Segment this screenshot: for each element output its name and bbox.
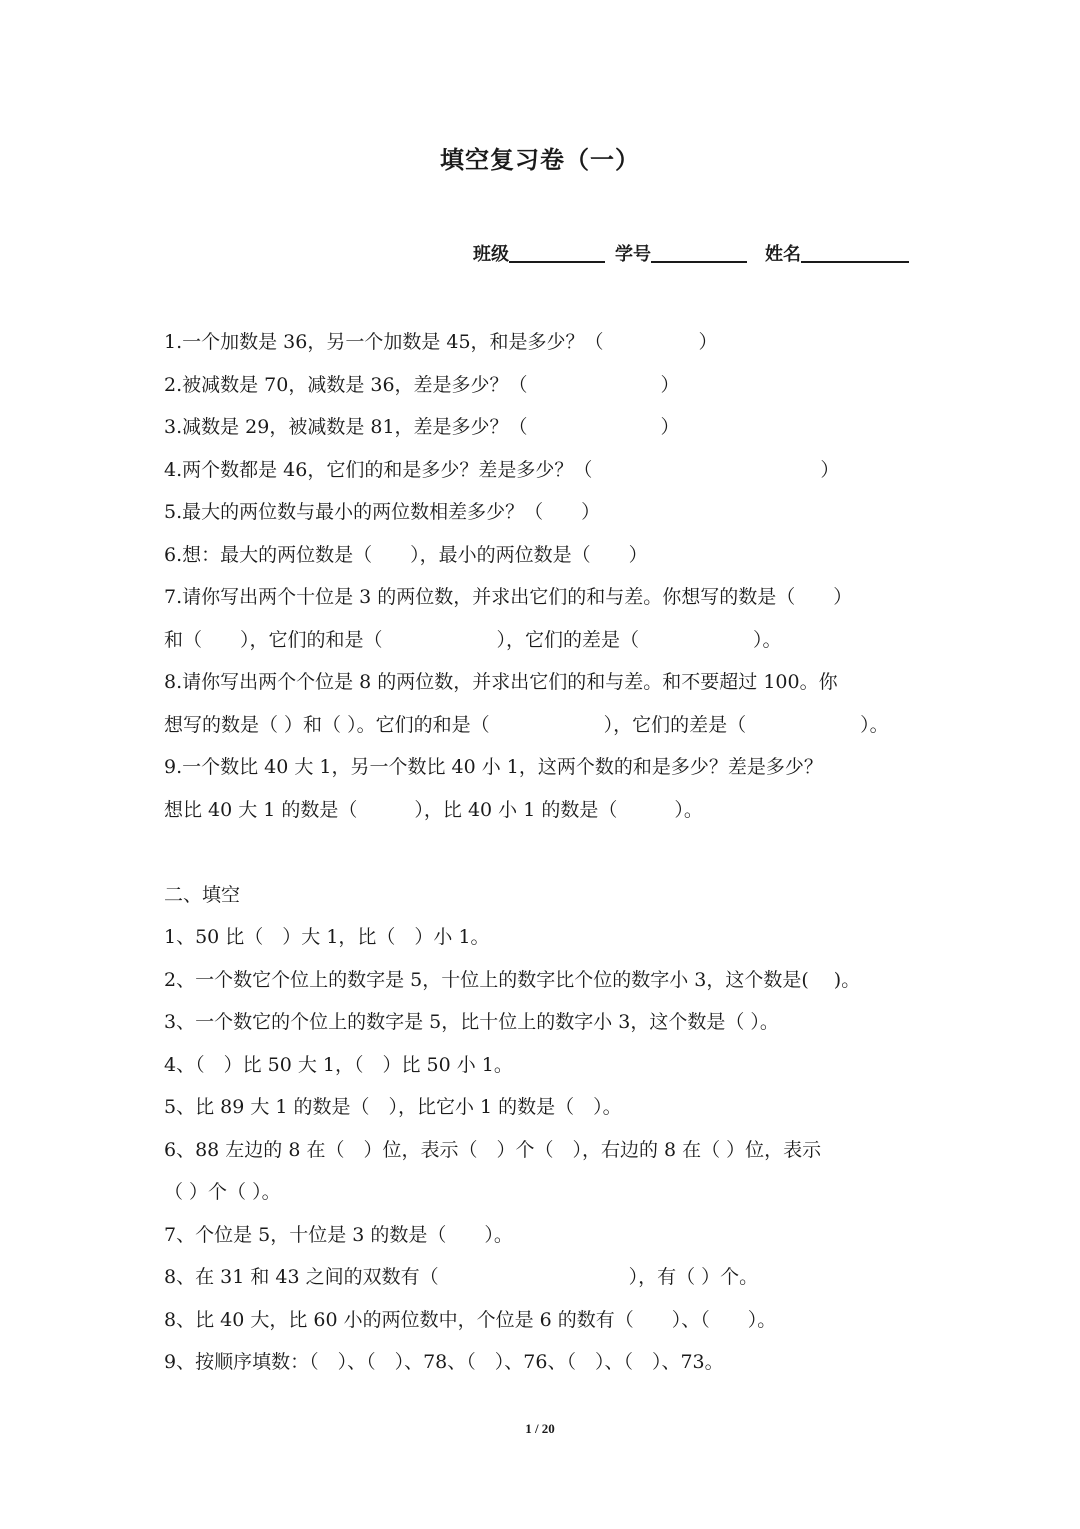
class-blank[interactable] [509,261,605,263]
question-line: 3.减数是 29，被减数是 81，差是多少？（ ） [164,416,680,438]
question-line: 5、比 89 大 1 的数是（ ），比它小 1 的数是（ ）。 [164,1096,622,1118]
name-field [765,240,909,266]
question-line: 2.被减数是 70，减数是 36，差是多少？（ ） [164,373,680,396]
question-line: 4.两个数都是 46，它们的和是多少？差是多少？（ ） [164,458,840,481]
student-number-blank[interactable] [651,261,747,263]
question-line: （ ）个（ ）。 [164,1181,281,1203]
class-field [473,240,605,266]
page-number: 1 / 20 [525,1421,555,1436]
question-line: 9.一个数比 40 大 1，另一个数比 40 小 1，这两个数的和是多少？差是多少？ [164,756,823,778]
name-blank[interactable] [801,261,909,263]
question-line: 7.请你写出两个十位是 3 的两位数，并求出它们的和与差。你想写的数是（ ） [164,586,853,608]
question-line: 1.一个加数是 36，另一个加数是 45，和是多少？（ ） [164,331,718,353]
question-line: 1、50 比（ ）大 1，比（ ）小 1。 [164,926,490,948]
question-line: 2、一个数它个位上的数字是 5，十位上的数字比个位的数字小 3，这个数是( )。 [164,968,861,991]
student-number-label: 学号 [615,244,651,265]
question-line: 8.请你写出两个个位是 8 的两位数，并求出它们的和与差。和不要超过 100。你 [164,671,838,693]
question-line: 和（ ），它们的和是（ ），它们的差是（ ）。 [164,628,782,651]
question-line: 9、按顺序填数：（ ）、（ ）、78、（ ）、76、（ ）、（ ）、73。 [164,1351,724,1373]
question-line: 想写的数是（ ）和（ ）。它们的和是（ ），它们的差是（ ）。 [164,713,889,736]
section-heading: 二、填空 [164,883,241,906]
question-line: 8、比 40 大，比 60 小的两位数中，个位是 6 的数有（ ）、（ ）。 [164,1308,777,1331]
question-line: 5.最大的两位数与最小的两位数相差多少？（ ） [164,501,601,523]
question-line: 6.想：最大的两位数是（ ），最小的两位数是（ ） [164,543,648,566]
question-line: 8、在 31 和 43 之间的双数有（ ），有（ ）个。 [164,1266,759,1288]
question-line: 4、（ ）比 50 大 1，（ ）比 50 小 1。 [164,1053,513,1076]
question-line: 6、88 左边的 8 在（ ）位，表示（ ）个（ ），右边的 8 在（ ）位，表示 [164,1138,822,1161]
section-spacer [164,831,924,874]
class-label: 班级 [473,244,509,265]
page-title: 填空复习卷（一） [440,146,640,174]
question-line: 想比 40 大 1 的数是（ ），比 40 小 1 的数是（ ）。 [164,798,703,821]
name-label: 姓名 [765,244,801,265]
question-line: 7、个位是 5，十位是 3 的数是（ ）。 [164,1223,513,1246]
student-number-field [615,240,747,266]
worksheet-content [164,321,924,1384]
question-line: 3、一个数它的个位上的数字是 5，比十位上的数字小 3，这个数是（ ）。 [164,1011,779,1033]
student-info-row [473,240,909,266]
